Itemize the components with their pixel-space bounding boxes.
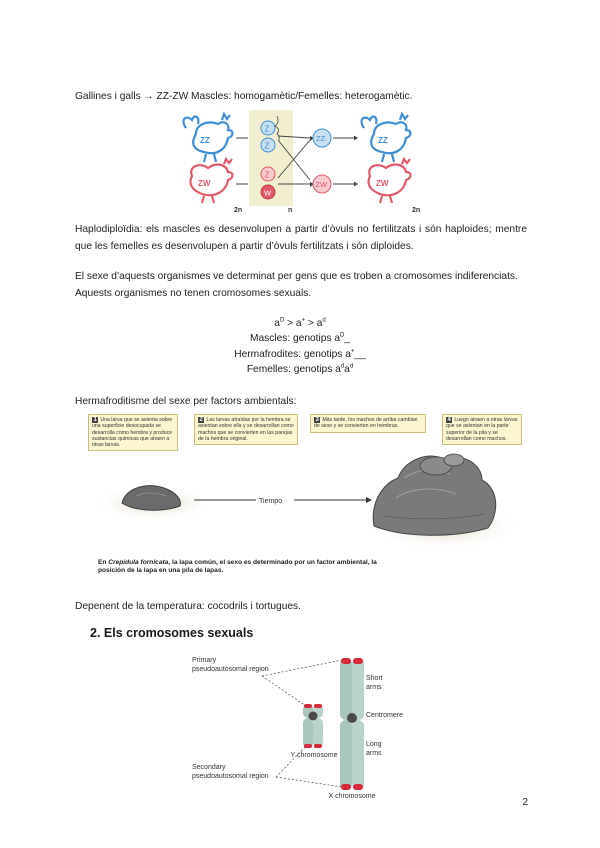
limpet-figure-caption: En Crepidula fornicata, la lapa común, el sexo es determinado por un factor ambiental, la posición de la lapa en una pila de lapas.	[98, 559, 377, 574]
ploidy-left: 2n	[234, 207, 243, 214]
environmental-heading: Hermafroditisme del sexe per factors ambientals:	[75, 396, 297, 407]
limpet-note-3: 3 Más tarde, los machos de arriba cambian de sexo y se convierten en hembras.	[310, 414, 426, 433]
female-genotype-label: ZW	[198, 179, 211, 188]
svg-text:Z: Z	[264, 124, 270, 134]
page-number: 2	[522, 797, 528, 808]
svg-text:W: W	[264, 188, 272, 198]
short-arms-label: Short arms	[366, 675, 383, 691]
y-chromosome-icon	[303, 704, 323, 748]
haplodiploidy-paragraph: Haplodiploïdia: els mascles es desenvolupen a partir d’òvuls no fertilitzats i són haploides; mentre que les femelles es desenvolupen a partir d’òvuls fertilitzats i són diploides.	[75, 224, 527, 252]
temperature-text: Depenent de la temperatura: cocodrils i tortugues.	[75, 601, 301, 612]
offspring-hen-icon	[368, 159, 410, 203]
secondary-pseudoautosomal-label: Secondary pseudoautosomal region	[192, 764, 269, 780]
male-genotype-label: ZZ	[200, 136, 210, 145]
svg-text:Z: Z	[264, 141, 270, 151]
sex-chromosome-diagram	[190, 650, 410, 810]
y-chromosome-label: Y chromosome	[290, 752, 338, 759]
x-chromosome-icon	[340, 658, 364, 790]
svg-text:ZZ: ZZ	[378, 136, 388, 145]
intro-text: Gallines i galls → ZZ-ZW Mascles: homogamètic/Femelles: heterogamètic.	[75, 91, 413, 102]
svg-text:ZW: ZW	[315, 180, 328, 189]
ploidy-right: 2n	[412, 207, 421, 214]
limpet-note-4: 4 Luego atraen a otras larvas que se asientan en la parte superior de la pila y se desarrollan como machos.	[442, 414, 522, 445]
females-genotype-line: Femelles: genotips $a^da^d$	[246, 363, 354, 375]
hermaphrodites-genotype-line: Hermafrodites: genotips a+__	[234, 348, 366, 360]
allele-dominance-line: $a^D > a^+ > a^d$	[274, 317, 326, 329]
limpet-note-2: 2 Las larvas atraídas por la hembra se asientan sobre ella y se desarrollan como machos que se convierten en las parejas de la hembra original.	[194, 414, 298, 445]
centromere-label: Centromere	[366, 712, 403, 719]
female-hen-icon	[190, 159, 232, 203]
svg-text:ZZ: ZZ	[316, 134, 326, 143]
limpet-note-1: 1 Una larva que se asienta sobre una superficie desocupada se desarrolla como hembra y produce sustancias químicas que atraen a otras larvas.	[88, 414, 178, 451]
svg-text:ZW: ZW	[376, 179, 389, 188]
section-heading: 2. Els cromosomes sexuals	[90, 626, 254, 640]
long-arms-label: Long arms	[366, 741, 382, 757]
bird-inheritance-figure	[178, 110, 448, 215]
males-genotype-line: Mascles: genotips $a^D\_$	[249, 332, 351, 344]
x-chromosome-label: X chromosome	[328, 793, 376, 800]
primary-pseudoautosomal-label: Primary pseudoautosomal region	[192, 657, 269, 673]
time-label: Tiempo	[259, 498, 283, 505]
svg-text:Z: Z	[264, 170, 270, 180]
ploidy-mid: n	[288, 207, 293, 214]
genes-paragraph: El sexe d’aquests organismes ve determinat per gens que es troben a cromosomes indiferenciats. Aquests organismes no tenen cromosomes sexuals.	[75, 271, 518, 299]
